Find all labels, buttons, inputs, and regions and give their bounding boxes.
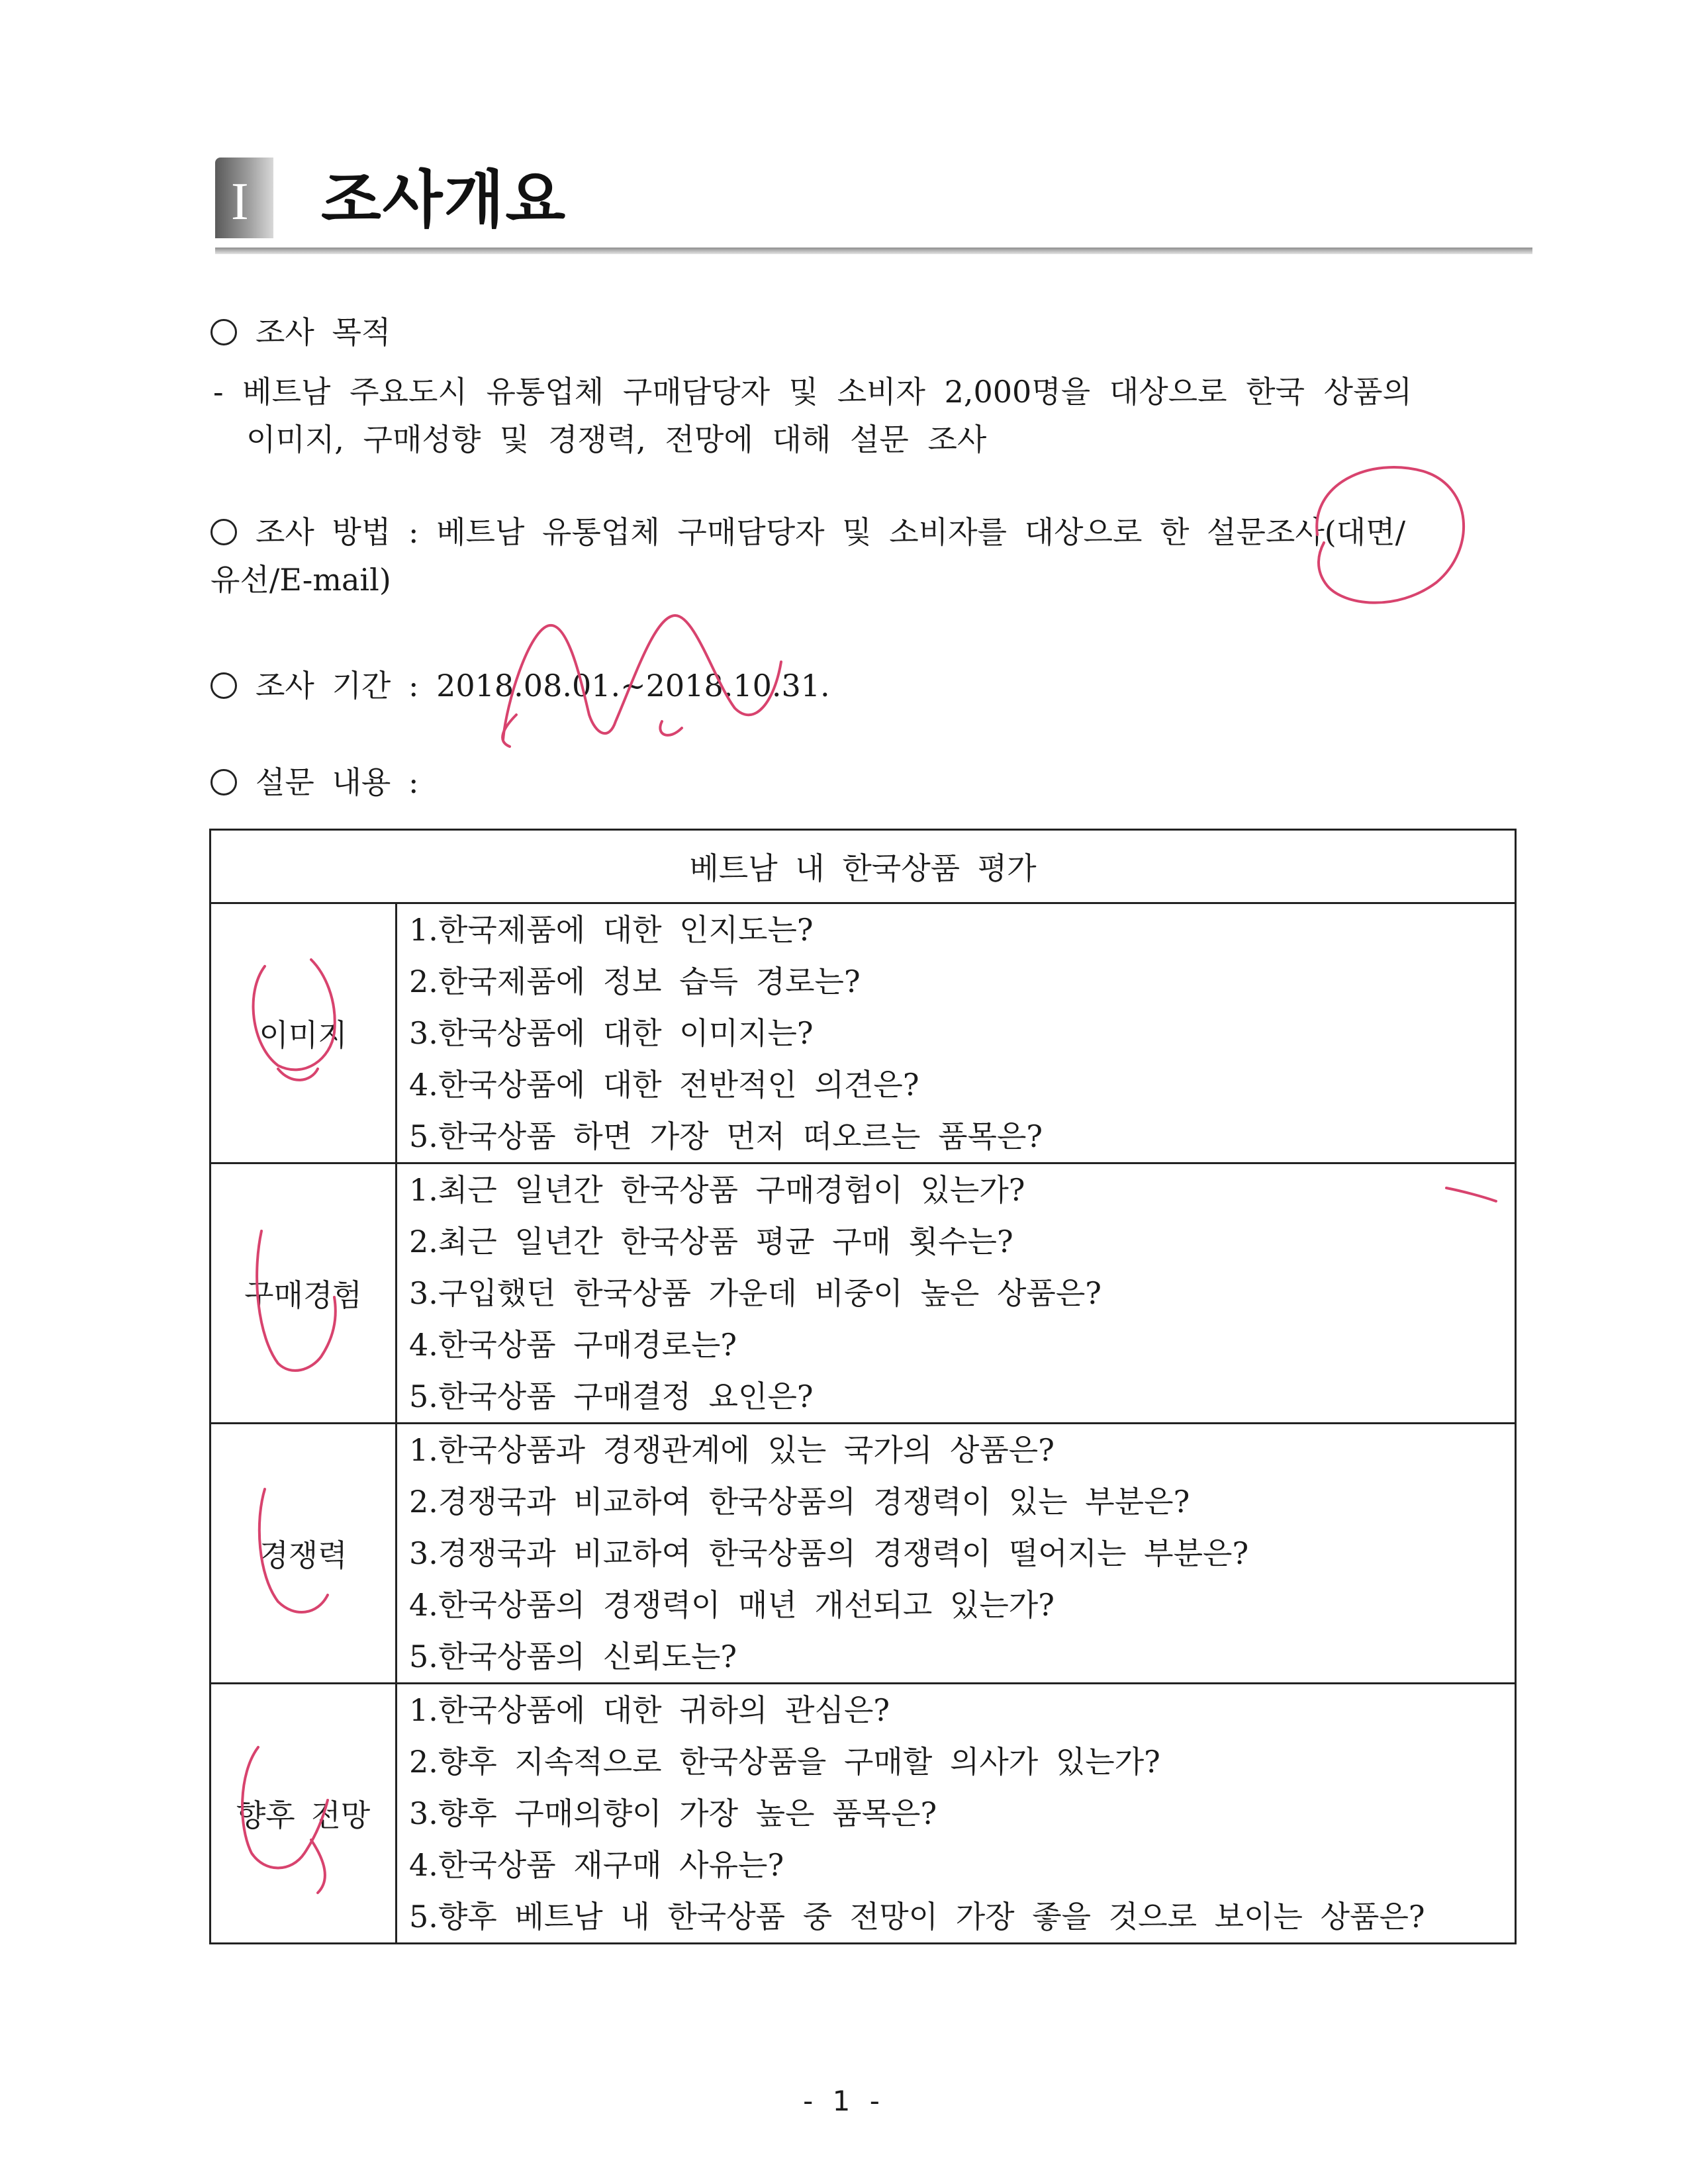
table-row — [211, 1424, 1516, 1684]
category-outlook: 향후 전망 — [211, 1684, 397, 1944]
question-item: 5.한국상품 구매결정 요인은? — [409, 1379, 814, 1414]
question-item: 4.한국상품의 경쟁력이 매년 개선되고 있는가? — [409, 1587, 1055, 1623]
table-header-row — [211, 830, 1516, 903]
table-row — [211, 1684, 1516, 1944]
question-item: 2.최근 일년간 한국상품 평균 구매 횟수는? — [409, 1224, 1013, 1259]
purpose-line-1: - 베트남 주요도시 유통업체 구매담당자 및 소비자 2,000명을 대상으로 한국 상품의 — [213, 374, 1412, 410]
question-list — [397, 1684, 1516, 1944]
question-item: 4.한국상품에 대한 전반적인 의견은? — [409, 1067, 919, 1103]
chapter-header — [215, 151, 1473, 257]
question-item: 3.한국상품에 대한 이미지는? — [409, 1015, 814, 1051]
question-list — [397, 903, 1516, 1163]
question-item: 1.한국상품에 대한 귀하의 관심은? — [409, 1692, 890, 1728]
question-list — [397, 1163, 1516, 1424]
circle-bullet-icon — [211, 672, 237, 699]
question-item: 3.향후 구매의향이 가장 높은 품목은? — [409, 1796, 937, 1831]
question-item: 4.한국상품 재구매 사유는? — [409, 1847, 784, 1883]
table-title: 베트남 내 한국상품 평가 — [211, 830, 1516, 903]
category-image: 이미지 — [211, 903, 397, 1163]
page-number: - 1 - — [803, 2085, 885, 2117]
question-list — [397, 1424, 1516, 1684]
content-heading — [211, 758, 419, 806]
question-item: 5.한국상품 하면 가장 먼저 떠오르는 품목은? — [409, 1118, 1043, 1154]
question-item: 1.최근 일년간 한국상품 구매경험이 있는가? — [409, 1172, 1025, 1208]
category-competitiveness: 경쟁력 — [211, 1424, 397, 1684]
header-divider — [215, 248, 1532, 254]
loop-mark-period-start — [502, 715, 516, 747]
method-line-2: 유선/E-mail) — [211, 562, 391, 598]
survey-table — [209, 829, 1517, 1944]
purpose-heading — [211, 308, 391, 356]
circle-bullet-icon — [211, 519, 237, 545]
chapter-number: I — [231, 173, 249, 231]
question-item: 1.한국상품과 경쟁관계에 있는 국가의 상품은? — [409, 1432, 1055, 1468]
circle-bullet-icon — [211, 769, 237, 796]
loop-mark-period-end — [660, 721, 682, 735]
question-item: 5.한국상품의 신뢰도는? — [409, 1639, 737, 1674]
period-text: 조사 기간 : 2018.08.01.~2018.10.31. — [256, 668, 830, 704]
purpose-line-2: 이미지, 구매성향 및 경쟁력, 전망에 대해 설문 조사 — [246, 422, 987, 457]
method-heading — [211, 508, 1405, 556]
question-item: 2.향후 지속적으로 한국상품을 구매할 의사가 있는가? — [409, 1744, 1160, 1780]
circle-bullet-icon — [211, 319, 237, 345]
content-label: 설문 내용 : — [256, 764, 419, 800]
question-item: 1.한국제품에 대한 인지도는? — [409, 912, 814, 948]
table-row — [211, 1163, 1516, 1424]
page-title: 조사개요 — [321, 164, 567, 236]
question-item: 2.경쟁국과 비교하여 한국상품의 경쟁력이 있는 부분은? — [409, 1484, 1190, 1520]
question-item: 3.구입했던 한국상품 가운데 비중이 높은 상품은? — [409, 1275, 1102, 1311]
question-item: 4.한국상품 구매경로는? — [409, 1327, 737, 1363]
table-row — [211, 903, 1516, 1163]
question-item: 5.향후 베트남 내 한국상품 중 전망이 가장 좋을 것으로 보이는 상품은? — [409, 1899, 1425, 1934]
period-heading — [211, 662, 830, 709]
method-line-1: 조사 방법 : 베트남 유통업체 구매담당자 및 소비자를 대상으로 한 설문조사(대면/ — [256, 514, 1406, 550]
purpose-label: 조사 목적 — [256, 314, 391, 350]
question-item: 3.경쟁국과 비교하여 한국상품의 경쟁력이 떨어지는 부분은? — [409, 1535, 1249, 1571]
chapter-tab — [215, 158, 273, 238]
category-purchase-experience: 구매경험 — [211, 1163, 397, 1424]
question-item: 2.한국제품에 정보 습득 경로는? — [409, 964, 861, 999]
